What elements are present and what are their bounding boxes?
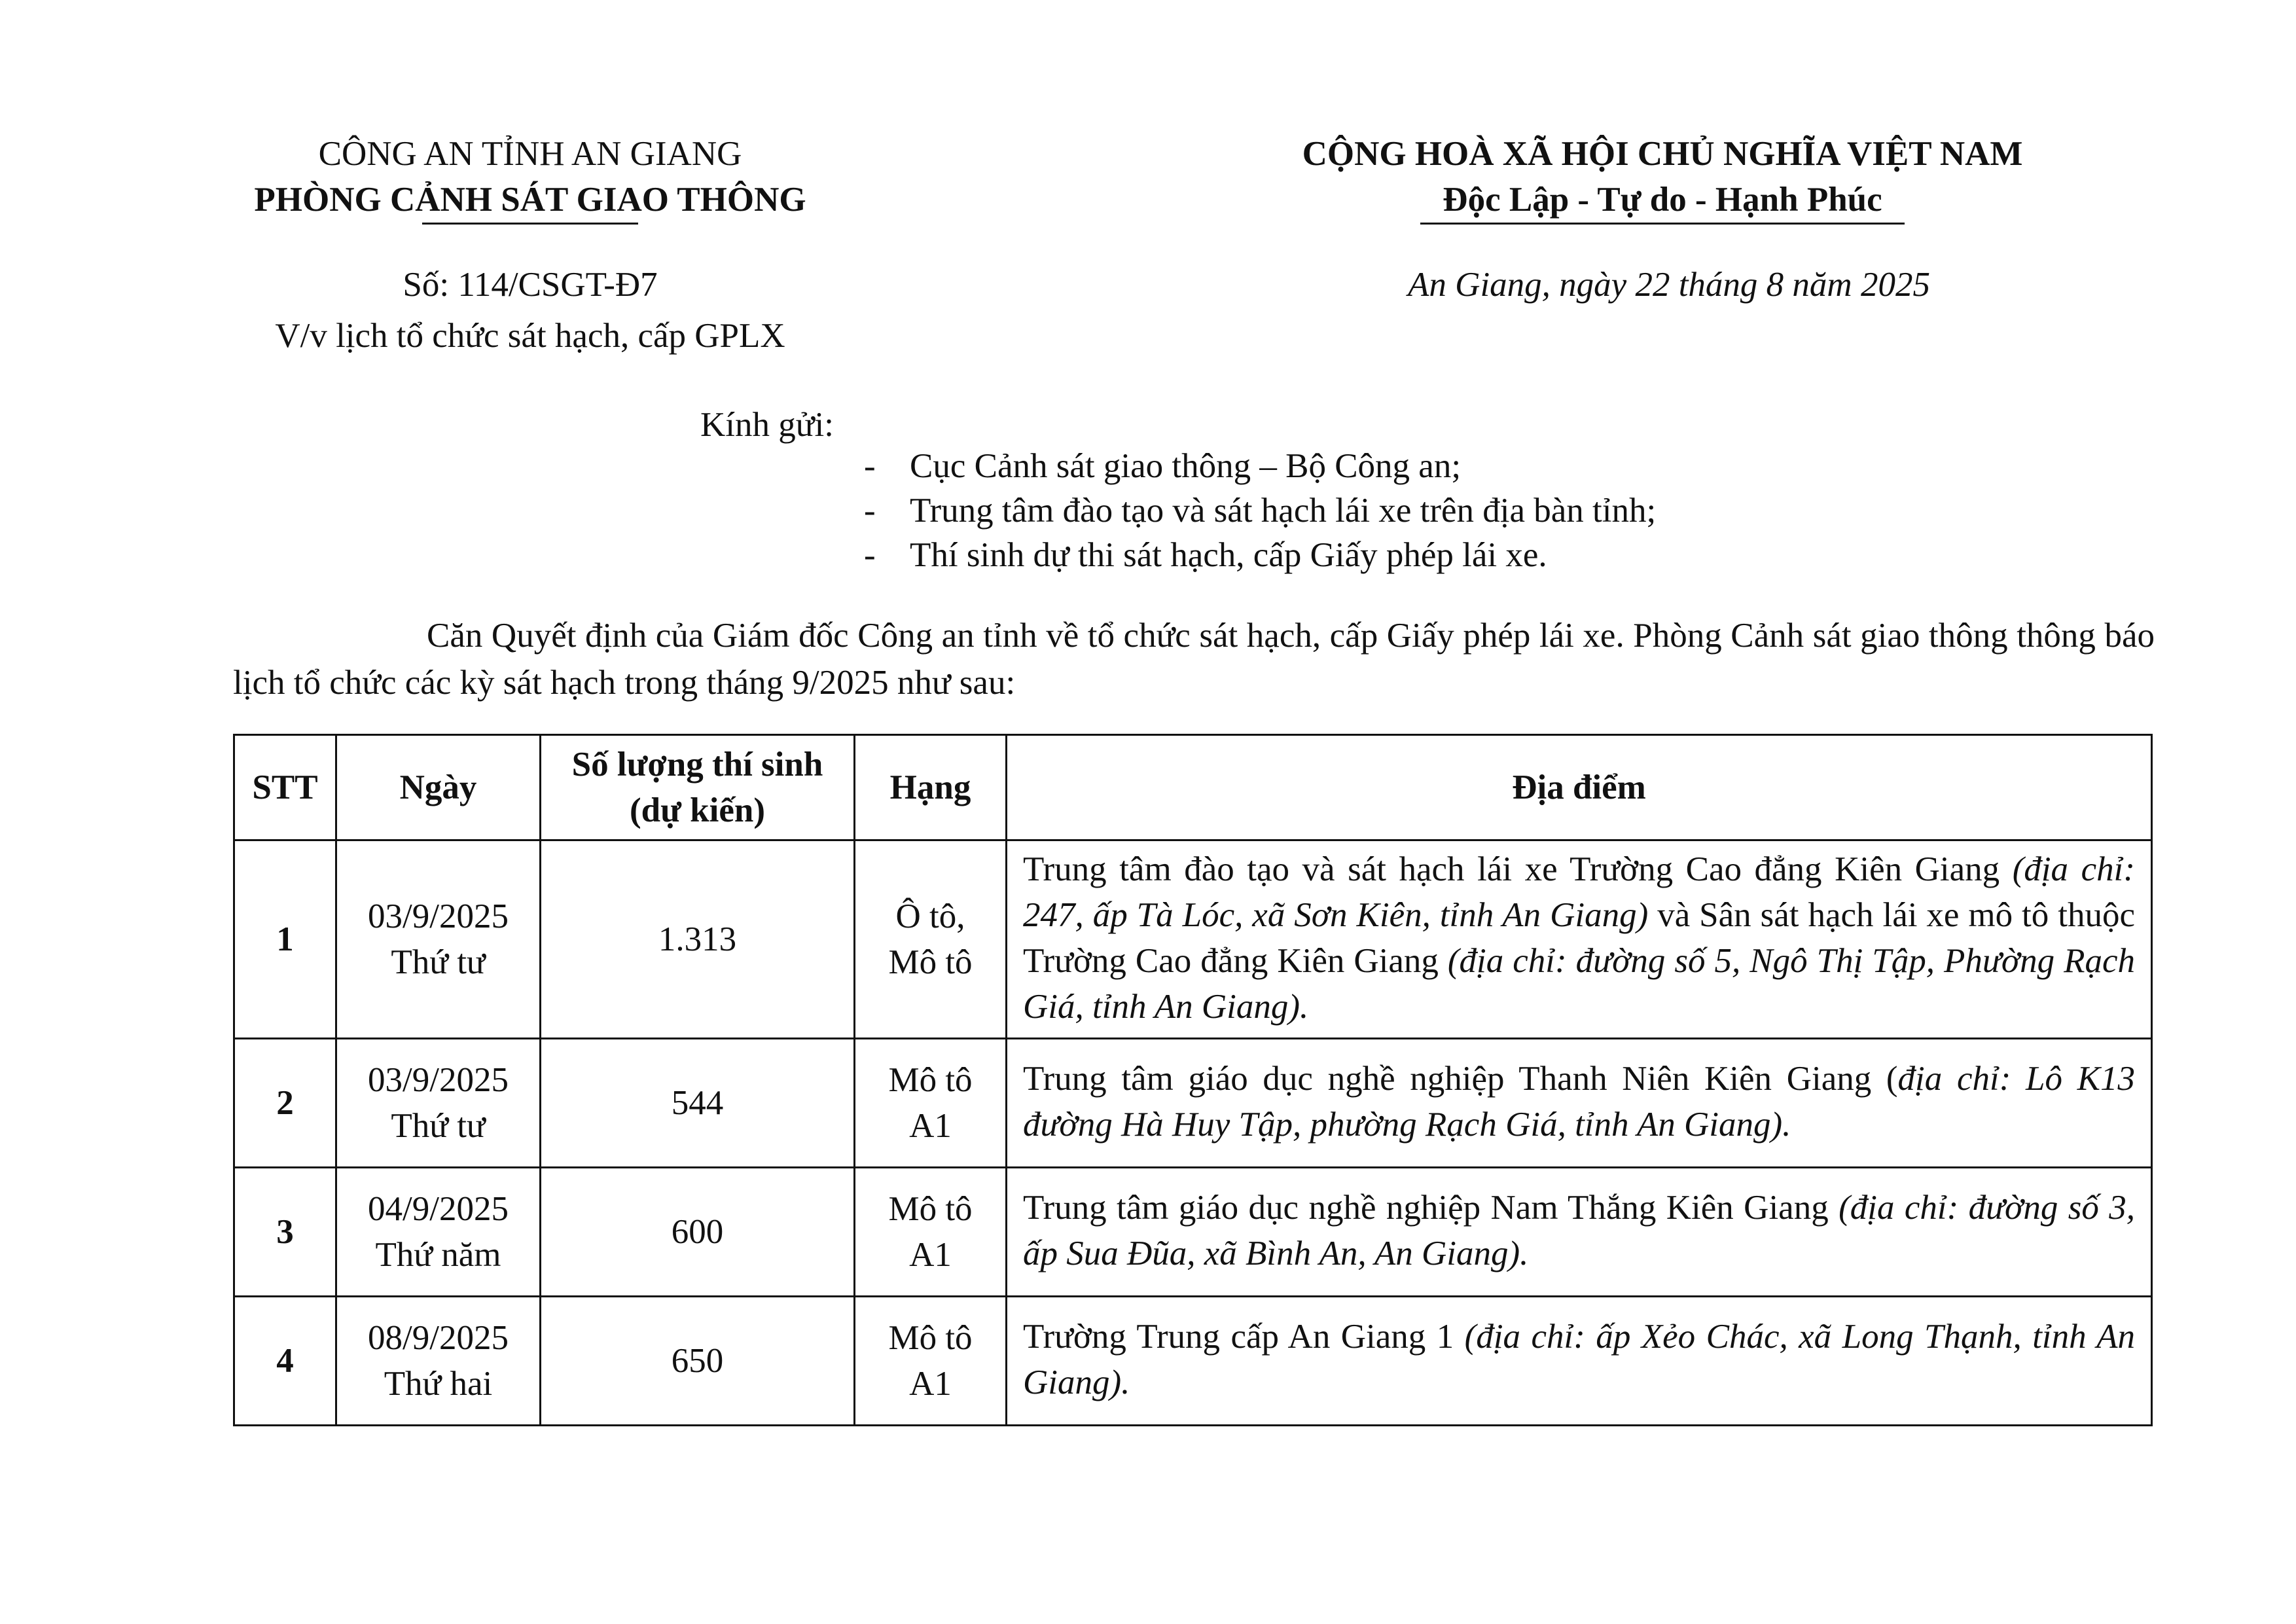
license-class: Mô tô: [888, 943, 973, 981]
license-class: A1: [909, 1107, 952, 1145]
cell-stt: 3: [234, 1168, 336, 1297]
license-class: Mô tô: [888, 1190, 973, 1228]
issuer-block: [170, 131, 890, 225]
exam-date: 08/9/2025: [368, 1319, 509, 1357]
location-address: (địa chỉ: ấp Xẻo Chác, xã Long Thạnh, tỉnh An Giang).: [1023, 1318, 2135, 1401]
location-address: (địa chỉ: 247, ấp Tà Lóc, xã Sơn Kiên, tỉnh An Giang): [1023, 850, 2135, 934]
cell-stt: 4: [234, 1297, 336, 1426]
location-address: địa chỉ: Lô K13 đường Hà Huy Tập, phường Rạch Giá, tỉnh An Giang).: [1023, 1060, 2136, 1144]
department-name: PHÒNG CẢNH SÁT GIAO THÔNG: [254, 181, 806, 219]
exam-date: 03/9/2025: [368, 897, 509, 935]
header-class: Hạng: [855, 735, 1007, 840]
place-date: An Giang, ngày 22 tháng 8 năm 2025: [1408, 266, 1930, 304]
license-class: Mô tô: [888, 1319, 973, 1357]
cell-class: [855, 1039, 1007, 1168]
exam-date: 04/9/2025: [368, 1190, 509, 1228]
cell-location: [1007, 1297, 2152, 1426]
cell-count: 600: [541, 1168, 855, 1297]
location-name: và Sân sát hạch lái xe mô tô thuộc Trường Cao đẳng Kiên Giang: [1023, 896, 2135, 980]
table-row: [234, 1039, 2152, 1168]
recipient-item: - Cục Cảnh sát giao thông – Bộ Công an;: [864, 444, 1656, 488]
cell-location: [1007, 1039, 2152, 1168]
cell-count: 544: [541, 1039, 855, 1168]
recipient-item: - Trung tâm đào tạo và sát hạch lái xe trên địa bàn tỉnh;: [864, 488, 1656, 533]
license-class: Ô tô,: [895, 897, 965, 935]
location-name: Trường Trung cấp An Giang 1: [1023, 1318, 1465, 1356]
table-row: [234, 840, 2152, 1039]
recipient-text: Trung tâm đào tạo và sát hạch lái xe trên địa bàn tỉnh;: [910, 492, 1657, 530]
cell-date: [336, 1168, 541, 1297]
location-address: (địa chỉ: đường số 5, Ngô Thị Tập, Phường Rạch Giá, tỉnh An Giang).: [1023, 942, 2136, 1026]
country-name: CỘNG HOÀ XÃ HỘI CHỦ NGHĨA VIỆT NAM: [1302, 135, 2023, 173]
exam-date: 03/9/2025: [368, 1061, 509, 1099]
recipient-label: Kính gửi:: [700, 406, 834, 444]
table-header-row: [234, 735, 2152, 840]
location-name: Trung tâm giáo dục nghề nghiệp Thanh Niên Kiên Giang (: [1023, 1060, 1898, 1098]
exam-weekday: Thứ hai: [384, 1365, 493, 1403]
document-subject: V/v lịch tổ chức sát hạch, cấp GPLX: [275, 317, 785, 355]
table-row: [234, 1297, 2152, 1426]
header-count-line: Số lượng thí sinh: [571, 746, 823, 784]
cell-class: [855, 840, 1007, 1039]
header-count: [541, 735, 855, 840]
cell-count: 650: [541, 1297, 855, 1426]
header-stt: STT: [234, 735, 336, 840]
cell-date: [336, 1039, 541, 1168]
license-class: A1: [909, 1365, 952, 1403]
cell-class: [855, 1297, 1007, 1426]
recipient-item: - Thí sinh dự thi sát hạch, cấp Giấy phép lái xe.: [864, 533, 1656, 577]
location-name: Trung tâm đào tạo và sát hạch lái xe Trường Cao đẳng Kiên Giang: [1023, 850, 2013, 888]
header-location: Địa điểm: [1007, 735, 2152, 840]
national-header: [1244, 131, 2081, 225]
cell-date: [336, 1297, 541, 1426]
recipient-text: Cục Cảnh sát giao thông – Bộ Công an;: [910, 447, 1462, 485]
exam-schedule-table: [233, 734, 2153, 1426]
license-class: Mô tô: [888, 1061, 973, 1099]
issuer-underline: [422, 223, 638, 225]
exam-weekday: Thứ tư: [391, 1107, 486, 1145]
cell-location: [1007, 840, 2152, 1039]
exam-weekday: Thứ tư: [391, 943, 486, 981]
location-address: (địa chỉ: đường số 3, ấp Sua Đũa, xã Bình An, An Giang).: [1023, 1189, 2135, 1272]
cell-location: [1007, 1168, 2152, 1297]
motto-underline: [1420, 223, 1905, 225]
intro-paragraph: Căn Quyết định của Giám đốc Công an tỉnh về tổ chức sát hạch, cấp Giấy phép lái xe. Phòng Cảnh sát giao thông thông báo lịch tổ chức các kỳ sát hạch trong tháng 9/2025 như sau:: [233, 617, 2155, 702]
recipient-list: [864, 444, 1656, 577]
document-number: Số: 114/CSGT-Đ7: [403, 266, 658, 304]
table-row: [234, 1168, 2152, 1297]
cell-count: 1.313: [541, 840, 855, 1039]
cell-stt: 2: [234, 1039, 336, 1168]
national-motto: Độc Lập - Tự do - Hạnh Phúc: [1443, 181, 1882, 219]
header-count-line: (dự kiến): [629, 791, 766, 829]
exam-weekday: Thứ năm: [375, 1236, 501, 1274]
cell-class: [855, 1168, 1007, 1297]
recipient-text: Thí sinh dự thi sát hạch, cấp Giấy phép lái xe.: [910, 536, 1547, 574]
header-date: Ngày: [336, 735, 541, 840]
location-name: Trung tâm giáo dục nghề nghiệp Nam Thắng Kiên Giang: [1023, 1189, 1839, 1227]
license-class: A1: [909, 1236, 952, 1274]
cell-date: [336, 840, 541, 1039]
agency-name: CÔNG AN TỈNH AN GIANG: [318, 135, 742, 173]
cell-stt: 1: [234, 840, 336, 1039]
